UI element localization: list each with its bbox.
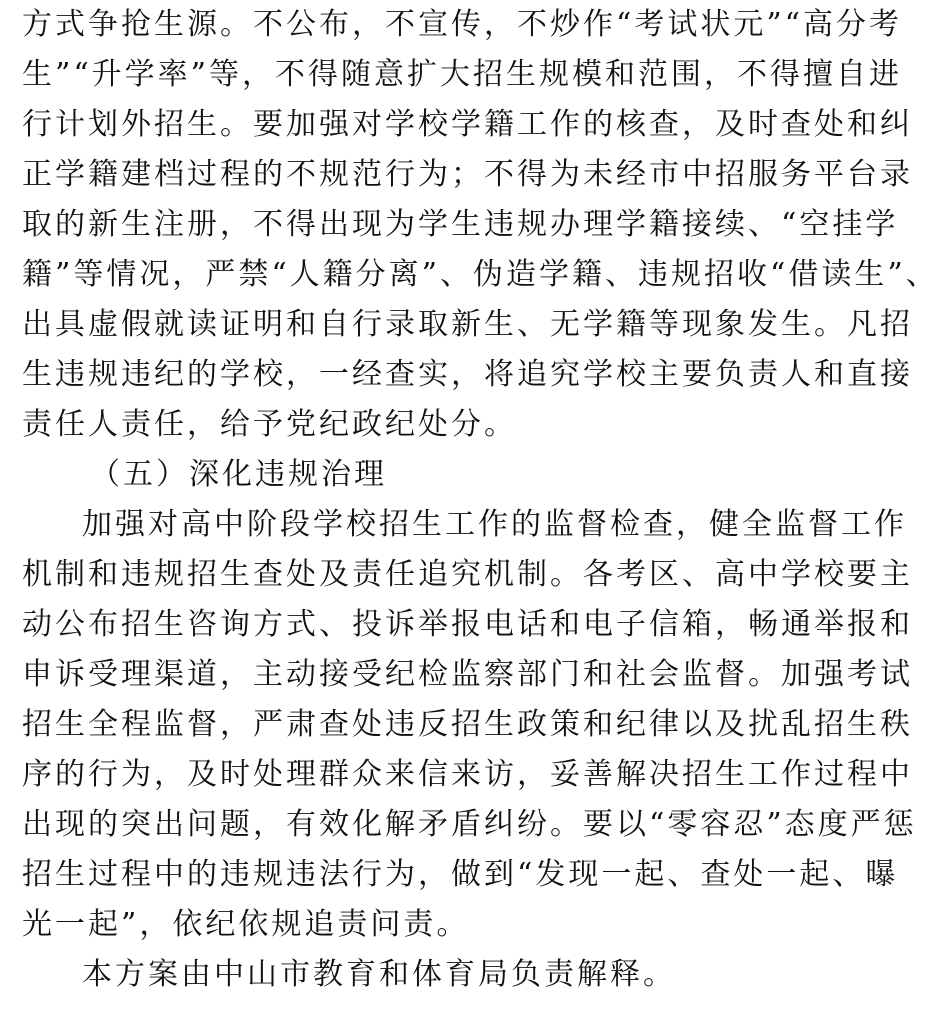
paragraph-line: 出具虚假就读证明和自行录取新生、无学籍等现象发生。凡招	[22, 307, 913, 342]
paragraph-line: 机制和违规招生查处及责任追究机制。各考区、高中学校要主	[22, 557, 913, 592]
paragraph-line: 责任人责任，给予党纪政纪处分。	[22, 407, 517, 442]
section-heading: （五）深化违规治理	[90, 457, 387, 492]
paragraph-line: 招生全程监督，严肃查处违反招生政策和纪律以及扰乱招生秩	[22, 707, 913, 742]
paragraph-line: 申诉受理渠道，主动接受纪检监察部门和社会监督。加强考试	[22, 657, 913, 692]
closing-line: 本方案由中山市教育和体育局负责解释。	[82, 957, 676, 992]
paragraph-line: 正学籍建档过程的不规范行为；不得为未经市中招服务平台录	[22, 157, 913, 192]
paragraph-line: 招生过程中的违规违法行为，做到“发现一起、查处一起、曝	[22, 857, 899, 892]
paragraph-line: 动公布招生咨询方式、投诉举报电话和电子信箱，畅通举报和	[22, 607, 913, 642]
paragraph-line: 生违规违纪的学校，一经查实，将追究学校主要负责人和直接	[22, 357, 913, 392]
paragraph-line: 出现的突出问题，有效化解矛盾纠纷。要以“零容忍”态度严惩	[22, 807, 917, 842]
paragraph-line: 光一起”，依纪依规追责问责。	[22, 907, 470, 942]
paragraph-line: 方式争抢生源。不公布，不宣传，不炒作“考试状元”“高分考	[22, 7, 903, 42]
paragraph-line: 加强对高中阶段学校招生工作的监督检查，健全监督工作	[82, 507, 907, 542]
paragraph-line: 生”“升学率”等，不得随意扩大招生规模和范围，不得擅自进	[22, 57, 903, 92]
paragraph-line: 取的新生注册，不得出现为学生违规办理学籍接续、“空挂学	[22, 207, 899, 242]
paragraph-line: 序的行为，及时处理群众来信来访，妥善解决招生工作过程中	[22, 757, 913, 792]
paragraph-line: 行计划外招生。要加强对学校学籍工作的核查，及时查处和纠	[22, 107, 913, 142]
paragraph-line: 籍”等情况，严禁“人籍分离”、伪造学籍、违规招收“借读生”、	[22, 257, 939, 292]
